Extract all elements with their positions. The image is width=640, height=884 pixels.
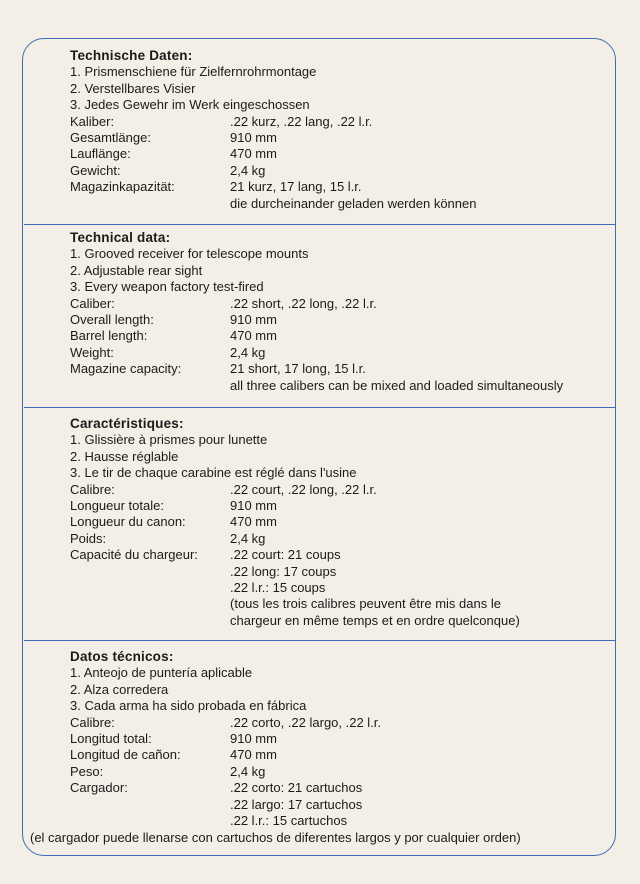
spec-label: Longueur totale:: [70, 498, 164, 514]
spec-value: 21 kurz, 17 lang, 15 l.r.: [230, 179, 362, 195]
spec-value: 910 mm: [230, 130, 277, 146]
feature-item: 2. Alza corredera: [70, 681, 169, 697]
spec-value: 470 mm: [230, 747, 277, 763]
spec-label: Peso:: [70, 763, 104, 779]
spec-value: 470 mm: [230, 514, 277, 530]
spec-row: [70, 378, 610, 394]
feature-item: 1. Glissière à prismes pour lunette: [70, 432, 268, 448]
spanish-footnote: (el cargador puede llenarse con cartuchos de diferentes largos y por cualquier orden): [30, 830, 521, 845]
feature-item: 2. Hausse réglable: [70, 448, 179, 464]
spec-label: Weight:: [70, 344, 114, 360]
spec-label: [70, 596, 230, 612]
spec-label: [70, 378, 230, 394]
section-spanish: [70, 649, 610, 829]
spec-value: .22 corto: 21 cartuchos: [230, 780, 363, 796]
spec-value: 910 mm: [230, 498, 277, 514]
section-french: [70, 416, 610, 629]
spec-value: all three calibers can be mixed and loaded simultaneously: [230, 377, 564, 393]
feature-item: 1. Anteojo de puntería aplicable: [70, 665, 253, 681]
spec-label: Caliber:: [70, 295, 115, 311]
spec-value: 910 mm: [230, 312, 277, 328]
spec-label: Overall length:: [70, 312, 154, 328]
spec-value: .22 long: 17 coups: [230, 563, 337, 579]
spec-label: [70, 797, 230, 813]
spec-row: [70, 345, 610, 361]
feature-item: 3. Le tir de chaque carabine est réglé dans l'usine: [70, 465, 357, 481]
section-heading: Technical data:: [70, 230, 171, 245]
spec-row: [70, 731, 610, 747]
spec-row: [70, 764, 610, 780]
spec-label: Longitud de cañon:: [70, 747, 181, 763]
spec-value: .22 short, .22 long, .22 l.r.: [230, 295, 377, 311]
feature-item: 1. Grooved receiver for telescope mounts: [70, 246, 309, 262]
spec-row: [70, 531, 610, 547]
spec-row: [70, 146, 610, 162]
feature-item: 2. Adjustable rear sight: [70, 262, 203, 278]
spec-row: [70, 797, 610, 813]
spec-label: Poids:: [70, 530, 107, 546]
spec-row: [70, 163, 610, 179]
spec-label: Longitud total:: [70, 731, 152, 747]
section-divider: [24, 407, 615, 408]
spec-value: 2,4 kg: [230, 763, 266, 779]
section-heading: Caractéristiques:: [70, 416, 184, 431]
spec-row: [70, 780, 610, 796]
spec-row: [70, 114, 610, 130]
spec-label: Calibre:: [70, 714, 115, 730]
spec-label: Magazinkapazität:: [70, 179, 175, 195]
spec-label: Cargador:: [70, 780, 128, 796]
spec-row: [70, 514, 610, 530]
spec-label: Lauflänge:: [70, 146, 131, 162]
spec-label: Calibre:: [70, 481, 115, 497]
spec-row: [70, 613, 610, 629]
spec-row: [70, 312, 610, 328]
spec-value: 2,4 kg: [230, 530, 266, 546]
spec-row: [70, 328, 610, 344]
spec-row: [70, 564, 610, 580]
spec-row: [70, 179, 610, 195]
spec-label: Longueur du canon:: [70, 514, 186, 530]
spec-value: .22 kurz, .22 lang, .22 l.r.: [230, 113, 373, 129]
section-divider: [24, 640, 615, 641]
spec-value: .22 l.r.: 15 coups: [230, 580, 326, 596]
spec-value: 21 short, 17 long, 15 l.r.: [230, 361, 366, 377]
spec-row: [70, 130, 610, 146]
section-german: [70, 48, 610, 212]
feature-item: 2. Verstellbares Visier: [70, 80, 196, 96]
spec-value: (tous les trois calibres peuvent être mis dans le: [230, 596, 501, 612]
spec-row: [70, 715, 610, 731]
spec-label: [70, 813, 230, 829]
spec-row: [70, 580, 610, 596]
spec-value: 2,4 kg: [230, 162, 266, 178]
spec-row: [70, 361, 610, 377]
spec-value: chargeur en même temps et en ordre quelconque): [230, 612, 520, 628]
spec-value: die durcheinander geladen werden können: [230, 195, 477, 211]
feature-item: 1. Prismenschiene für Zielfernrohrmontage: [70, 64, 317, 80]
spec-label: Gesamtlänge:: [70, 130, 151, 146]
spec-value: 470 mm: [230, 146, 277, 162]
spec-label: [70, 580, 230, 596]
feature-item: 3. Cada arma ha sido probada en fábrica: [70, 698, 307, 714]
spec-row: [70, 747, 610, 763]
section-heading: Technische Daten:: [70, 48, 193, 63]
spec-row: [70, 498, 610, 514]
spec-row: [70, 196, 610, 212]
section-heading: Datos técnicos:: [70, 649, 174, 664]
spec-value: .22 corto, .22 largo, .22 l.r.: [230, 714, 382, 730]
spec-label: [70, 196, 230, 212]
spec-value: 910 mm: [230, 731, 277, 747]
spec-value: .22 court, .22 long, .22 l.r.: [230, 481, 377, 497]
feature-item: 3. Jedes Gewehr im Werk eingeschossen: [70, 97, 310, 113]
spec-label: Magazine capacity:: [70, 361, 182, 377]
spec-row: [70, 596, 610, 612]
spec-row: [70, 482, 610, 498]
spec-label: Capacité du chargeur:: [70, 547, 198, 563]
section-divider: [24, 224, 615, 225]
spec-label: [70, 613, 230, 629]
spec-label: Barrel length:: [70, 328, 148, 344]
spec-value: .22 l.r.: 15 cartuchos: [230, 813, 348, 829]
spec-value: 2,4 kg: [230, 344, 266, 360]
spec-label: Gewicht:: [70, 162, 121, 178]
feature-item: 3. Every weapon factory test-fired: [70, 279, 264, 295]
spec-row: [70, 547, 610, 563]
spec-value: 470 mm: [230, 328, 277, 344]
spec-row: [70, 296, 610, 312]
spec-value: .22 largo: 17 cartuchos: [230, 796, 363, 812]
spec-row: [70, 813, 610, 829]
spec-value: .22 court: 21 coups: [230, 547, 341, 563]
spec-label: [70, 564, 230, 580]
section-english: [70, 230, 610, 394]
spec-label: Kaliber:: [70, 113, 115, 129]
